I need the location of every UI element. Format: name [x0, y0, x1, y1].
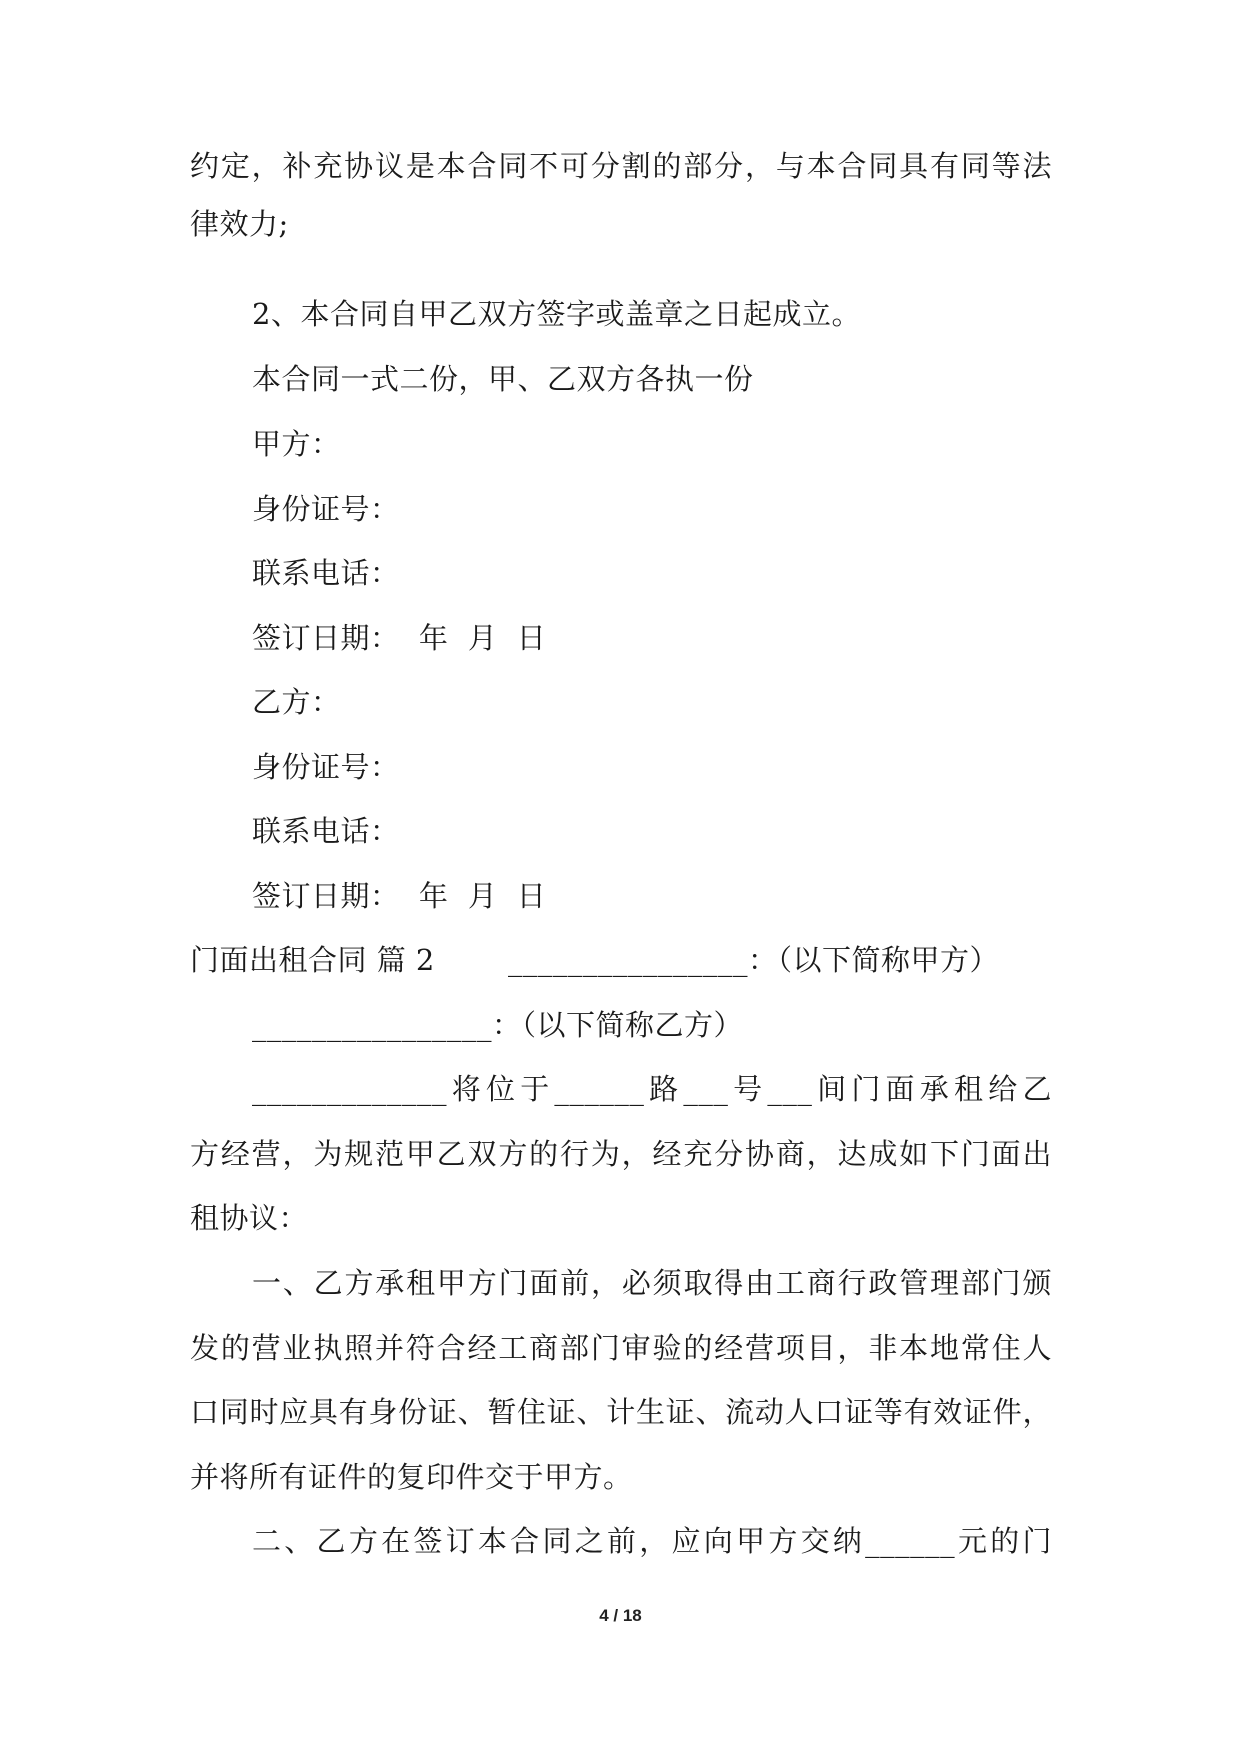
party-a-blank: ________________：（以下简称甲方）	[508, 943, 1000, 977]
party-a-date-label: 签订日期： 年 月 日	[252, 621, 547, 655]
paragraph-line: 2、本合同自甲乙双方签字或盖章之日起成立。	[252, 297, 861, 331]
paragraph-line: 发的营业执照并符合经工商部门审验的经营项目，非本地常住人	[190, 1331, 1052, 1365]
party-b-id-label: 身份证号：	[252, 750, 400, 784]
party-b-date-label: 签订日期： 年 月 日	[252, 879, 547, 913]
paragraph-line: 二、乙方在签订本合同之前，应向甲方交纳______元的门	[252, 1524, 1052, 1558]
paragraph-line: 口同时应具有身份证、暂住证、计生证、流动人口证等有效证件，	[190, 1395, 1052, 1429]
paragraph-line: 租协议：	[190, 1201, 309, 1235]
paragraph-line: 一、乙方承租甲方门面前，必须取得由工商行政管理部门颁	[252, 1266, 1052, 1300]
paragraph-line: 约定，补充协议是本合同不可分割的部分，与本合同具有同等法	[190, 149, 1052, 183]
paragraph-line: 并将所有证件的复印件交于甲方。	[190, 1460, 633, 1494]
party-a-id-label: 身份证号：	[252, 492, 400, 526]
paragraph-line: 方经营，为规范甲乙双方的行为，经充分协商，达成如下门面出	[190, 1137, 1052, 1171]
paragraph-line: 律效力;	[190, 207, 289, 241]
party-b-label: 乙方：	[252, 685, 341, 719]
section-title: 门面出租合同 篇 2	[190, 943, 435, 977]
party-b-phone-label: 联系电话：	[252, 814, 400, 848]
party-b-blank: ________________：（以下简称乙方）	[252, 1008, 744, 1042]
paragraph-line: _____________将位于______路___号___间门面承租给乙	[252, 1072, 1052, 1106]
page-number: 4 / 18	[599, 1606, 642, 1625]
party-a-phone-label: 联系电话：	[252, 556, 400, 590]
party-a-label: 甲方：	[252, 427, 341, 461]
paragraph-line: 本合同一式二份，甲、乙双方各执一份	[252, 362, 754, 396]
